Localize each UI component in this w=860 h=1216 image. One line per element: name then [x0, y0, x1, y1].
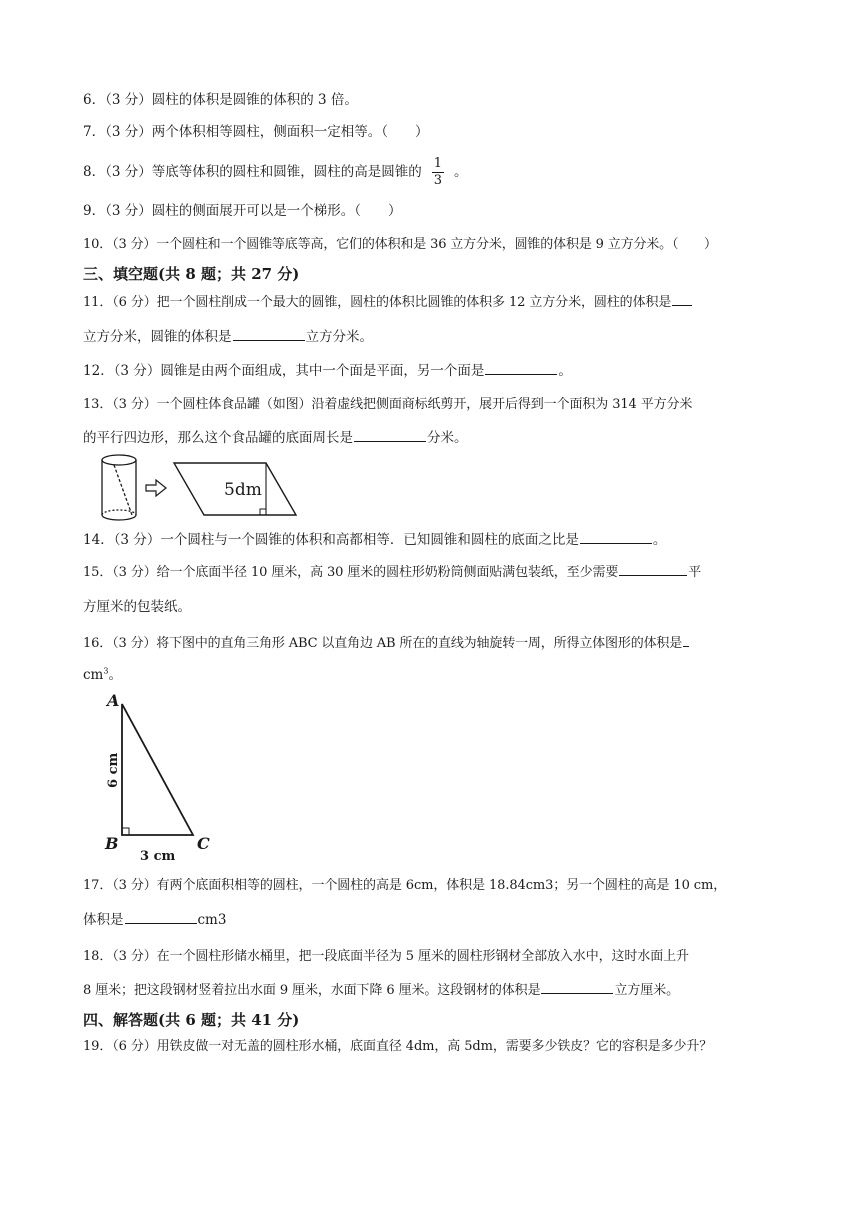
question-score: （3 分）: [112, 237, 157, 252]
question-text: 把一个圆柱削成一个最大的圆锥，圆柱的体积比圆锥的体积多 12 立方分米，圆柱的体积是: [156, 295, 672, 310]
answer-blank[interactable]: [233, 339, 305, 341]
question-11: 11．（6 分）把一个圆柱削成一个最大的圆锥，圆柱的体积比圆锥的体积多 12 立方分米，圆柱的体积是: [83, 286, 811, 320]
question-16: 16．（3 分）将下图中的直角三角形 ABC 以直角边 AB 所在的直线为轴旋转一周，所得立体图形的体积是: [83, 627, 811, 661]
answer-blank[interactable]: [125, 922, 197, 924]
unit-text: cm: [83, 667, 104, 683]
question-text: 8 厘米；把这段钢材竖着拉出水面 9 厘米，水面下降 6 厘米。这段钢材的体积是: [83, 983, 541, 998]
question-text: 给一个底面半径 10 厘米，高 30 厘米的圆柱形奶粉筒侧面贴满包装纸，至少需要: [156, 565, 619, 580]
side-bc-length: 3 cm: [140, 849, 176, 864]
question-13-line2: [83, 421, 811, 455]
question-text: 立方分米，圆锥的体积是: [83, 329, 232, 345]
answer-blank[interactable]: [541, 992, 613, 994]
question-tail: 。: [108, 667, 122, 683]
question-8: 8．（3 分）等底等体积的圆柱和圆锥，圆柱的高是圆锥的 $\frac{1}{3}$ 。: [83, 156, 468, 188]
question-text: 两个体积相等圆柱，侧面积一定相等。（ ）: [151, 124, 429, 140]
question-number: 11: [83, 295, 100, 310]
question-score: （3 分）: [112, 565, 157, 580]
question-14: 14．（3 分）一个圆柱与一个圆锥的体积和高都相等．已知圆锥和圆柱的底面之比是 。: [83, 532, 667, 548]
cylinder-unfold-figure: [100, 453, 300, 523]
question-number: 10: [83, 237, 100, 252]
question-12: 12．（3 分）圆锥是由两个面组成，其中一个面是平面，另一个面是 。: [83, 363, 572, 379]
fraction-numerator: 1: [433, 156, 443, 171]
question-10: 10．（3 分）一个圆柱和一个圆锥等底等高，它们的体积和是 36 立方分米，圆锥的体积是 9 立方分米。（ ）: [83, 237, 717, 252]
question-16-line2: [83, 658, 811, 692]
fraction-one-third: [432, 156, 444, 189]
question-number: 19: [83, 1039, 100, 1054]
question-number: 12: [83, 363, 101, 379]
question-18: 18．（3 分）在一个圆柱形储水桶里，把一段底面半径为 5 厘米的圆柱形钢材全部放入水中，这时水面上升: [83, 949, 689, 964]
question-score: （3 分）: [112, 636, 157, 651]
vertex-b-label: B: [105, 834, 119, 853]
question-score: （3 分）: [105, 164, 152, 180]
fraction-denominator: 3: [433, 173, 443, 188]
question-13: 13．（3 分）一个圆柱体食品罐（如图）沿着虚线把侧面商标纸剪开，展开后得到一个面积为 314 平方分米: [83, 397, 693, 412]
question-tail: 。: [454, 164, 468, 180]
question-text: 将下图中的直角三角形 ABC 以直角边 AB 所在的直线为轴旋转一周，所得立体图形的体积是: [156, 636, 683, 651]
answer-blank[interactable]: [672, 304, 692, 306]
question-score: （6 分）: [112, 1039, 157, 1054]
question-text: 的平行四边形，那么这个食品罐的底面周长是: [83, 430, 353, 446]
unit-superscript: 3: [103, 666, 109, 676]
question-7: 7．（3 分）两个体积相等圆柱，侧面积一定相等。（ ）: [83, 124, 429, 140]
question-15-line2: [83, 590, 811, 624]
question-number: 13: [83, 397, 100, 412]
right-triangle-figure: [100, 690, 230, 865]
question-number: 14: [83, 532, 101, 548]
side-ab-length: 6 cm: [106, 752, 121, 788]
question-9: 9．（3 分）圆柱的侧面展开可以是一个梯形。（ ）: [83, 203, 402, 219]
height-label: 5dm: [224, 480, 262, 500]
question-score: （3 分）: [112, 949, 157, 964]
question-6: 6．（3 分）圆柱的体积是圆锥的体积的 3 倍。: [83, 92, 358, 108]
question-17: 17．（3 分）有两个底面积相等的圆柱，一个圆柱的高是 6cm，体积是 18.84cm3；另一个圆柱的高是 10 cm，: [83, 878, 727, 893]
question-text: 体积是: [83, 912, 124, 928]
arrow-right-icon: [146, 480, 166, 496]
question-text: 一个圆柱与一个圆锥的体积和高都相等．已知圆锥和圆柱的底面之比是: [160, 532, 579, 548]
question-number: 16: [83, 636, 100, 651]
question-number: 9: [83, 203, 92, 219]
answer-blank[interactable]: [619, 574, 687, 576]
question-text: 有两个底面积相等的圆柱，一个圆柱的高是 6cm，体积是 18.84cm3；另一个圆柱的高是 10 cm，: [156, 878, 727, 893]
answer-blank[interactable]: [683, 645, 689, 647]
question-19: 19．（6 分）用铁皮做一对无盖的圆柱形水桶，底面直径 4dm，高 5dm，需要多少铁皮？它的容积是多少升？: [83, 1039, 713, 1054]
question-text: 方厘米的包装纸。: [83, 599, 191, 615]
question-score: （3 分）: [113, 532, 161, 548]
cylinder-icon: [102, 455, 136, 520]
question-score: （3 分）: [105, 203, 152, 219]
question-text: cm3: [197, 912, 227, 928]
question-number: 17: [83, 878, 100, 893]
question-text: 立方厘米。: [614, 983, 679, 998]
question-11-line2: [83, 320, 811, 354]
question-text: 平: [688, 565, 702, 580]
question-text: 圆锥是由两个面组成，其中一个面是平面，另一个面是: [160, 363, 485, 379]
question-score: （3 分）: [105, 92, 152, 108]
question-text: 圆柱的体积是圆锥的体积的 3 倍。: [151, 92, 358, 108]
question-18-line2: [83, 974, 811, 1008]
question-text: 等底等体积的圆柱和圆锥，圆柱的高是圆锥的: [151, 164, 422, 180]
question-text: 用铁皮做一对无盖的圆柱形水桶，底面直径 4dm，高 5dm，需要多少铁皮？它的容积是多少升？: [156, 1039, 713, 1054]
question-score: （3 分）: [113, 363, 161, 379]
section-heading-fill-in: 三、填空题(共 8 题；共 27 分): [83, 265, 300, 283]
question-score: （6 分）: [112, 295, 157, 310]
question-number: 18: [83, 949, 100, 964]
question-text: 圆柱的侧面展开可以是一个梯形。（ ）: [151, 203, 402, 219]
question-text: 一个圆柱体食品罐（如图）沿着虚线把侧面商标纸剪开，展开后得到一个面积为 314 平方分米: [156, 397, 693, 412]
question-number: 15: [83, 565, 100, 580]
vertex-a-label: A: [107, 691, 120, 710]
question-text: 分米。: [427, 430, 468, 446]
answer-blank[interactable]: [485, 373, 557, 375]
question-number: 7: [83, 124, 92, 140]
question-number: 8: [83, 164, 92, 180]
triangle-shape: [122, 704, 193, 835]
question-score: （3 分）: [105, 124, 152, 140]
question-number: 6: [83, 92, 92, 108]
question-text: 立方分米。: [305, 329, 373, 345]
question-text: 在一个圆柱形储水桶里，把一段底面半径为 5 厘米的圆柱形钢材全部放入水中，这时水面上升: [156, 949, 689, 964]
question-score: （3 分）: [112, 397, 157, 412]
answer-blank[interactable]: [580, 542, 652, 544]
question-15: 15．（3 分）给一个底面半径 10 厘米，高 30 厘米的圆柱形奶粉筒侧面贴满包装纸，至少需要 平: [83, 565, 702, 580]
section-heading-problems: 四、解答题(共 6 题；共 41 分): [83, 1011, 300, 1029]
question-tail: 。: [558, 363, 572, 379]
question-text: 一个圆柱和一个圆锥等底等高，它们的体积和是 36 立方分米，圆锥的体积是 9 立方分米。（ ）: [156, 237, 717, 252]
vertex-c-label: C: [197, 834, 210, 853]
question-17-line2: [83, 903, 811, 937]
answer-blank[interactable]: [354, 440, 426, 442]
question-score: （3 分）: [112, 878, 157, 893]
question-tail: 。: [652, 532, 667, 548]
